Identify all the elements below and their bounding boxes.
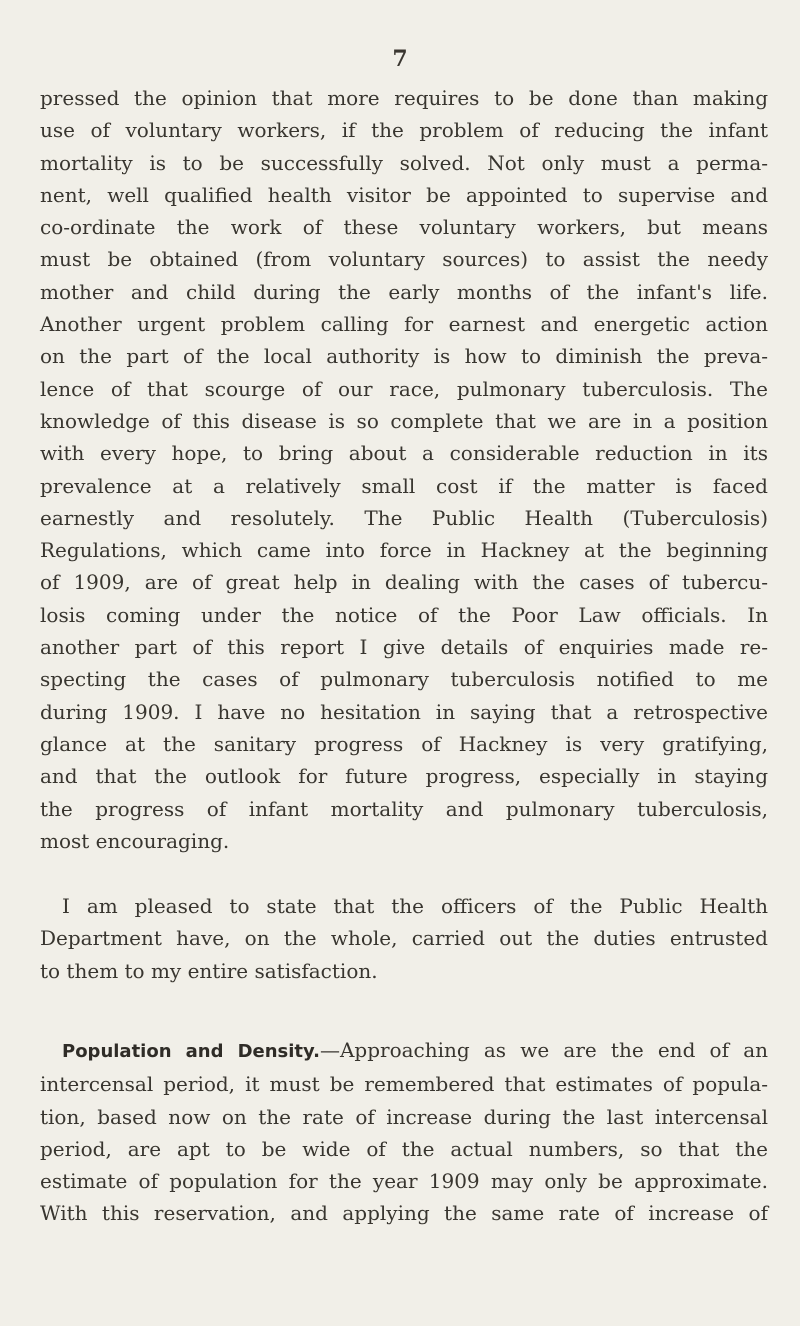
- text-line: the progress of infant mortality and pulmonary tuberculosis,: [40, 796, 768, 821]
- text-line: pressed the opinion that more requires to be done than making: [40, 86, 768, 110]
- text-line: knowledge of this disease is so complete that we are in a position: [40, 408, 768, 433]
- text-line: glance at the sanitary progress of Hackney is very gratifying,: [40, 731, 768, 756]
- text-line: specting the cases of pulmonary tuberculosis notified to me: [40, 667, 768, 692]
- text-line: mother and child during the early months of the infant's life.: [40, 279, 768, 304]
- text-line: prevalence at a relatively small cost if the matter is faced: [40, 473, 768, 498]
- text-line: mortality is to be successfully solved. Not only must a perma-: [40, 150, 768, 175]
- text-line: co-ordinate the work of these voluntary workers, but means: [40, 215, 768, 240]
- paragraph-officers-satisfaction: [40, 890, 768, 987]
- text-line: to them to my entire satisfaction.: [40, 958, 378, 983]
- text-line: Regulations, which came into force in Hackney at the beginning: [40, 538, 768, 563]
- text-run: —Approaching as we are the end of an: [319, 1038, 768, 1062]
- text-line: on the part of the local authority is how to diminish the preva-: [40, 344, 768, 369]
- text-line: earnestly and resolutely. The Public Health (Tuberculosis): [40, 505, 768, 530]
- paragraph-infant-mortality-tuberculosis: [40, 82, 768, 857]
- text-line: Department have, on the whole, carried out the duties entrusted: [40, 926, 768, 951]
- text-line: and that the outlook for future progress, especially in staying: [40, 764, 768, 789]
- text-line: during 1909. I have no hesitation in saying that a retrospective: [40, 699, 768, 724]
- text-line: With this reservation, and applying the same rate of increase of: [40, 1201, 768, 1226]
- text-line: most encouraging.: [40, 828, 230, 853]
- text-line: use of voluntary workers, if the problem of reducing the infant: [40, 118, 768, 143]
- text-line: of 1909, are of great help in dealing with the cases of tubercu-: [40, 570, 768, 595]
- text-line: tion, based now on the rate of increase during the last intercensal: [40, 1104, 768, 1129]
- text-line: I am pleased to state that the officers of the Public Health: [62, 894, 768, 918]
- text-line: intercensal period, it must be remembered that estimates of popula-: [40, 1072, 768, 1097]
- text-line: [40, 1034, 768, 1068]
- page-number: 7: [392, 46, 408, 72]
- text-line: losis coming under the notice of the Poor Law officials. In: [40, 602, 768, 627]
- text-line: must be obtained (from voluntary sources) to assist the needy: [40, 247, 768, 272]
- text-line: nent, well qualified health visitor be appointed to supervise and: [40, 182, 768, 207]
- text-line: lence of that scourge of our race, pulmonary tuberculosis. The: [40, 376, 768, 401]
- text-line: estimate of population for the year 1909 may only be approximate.: [40, 1169, 768, 1194]
- text-line: with every hope, to bring about a considerable reduction in its: [40, 441, 768, 466]
- text-line: Another urgent problem calling for earnest and energetic action: [40, 312, 768, 337]
- text-line: period, are apt to be wide of the actual numbers, so that the: [40, 1136, 768, 1161]
- paragraph-population-density: [40, 1034, 768, 1230]
- text-line: another part of this report I give details of enquiries made re-: [40, 635, 768, 660]
- section-heading: Population and Density.: [62, 1041, 320, 1062]
